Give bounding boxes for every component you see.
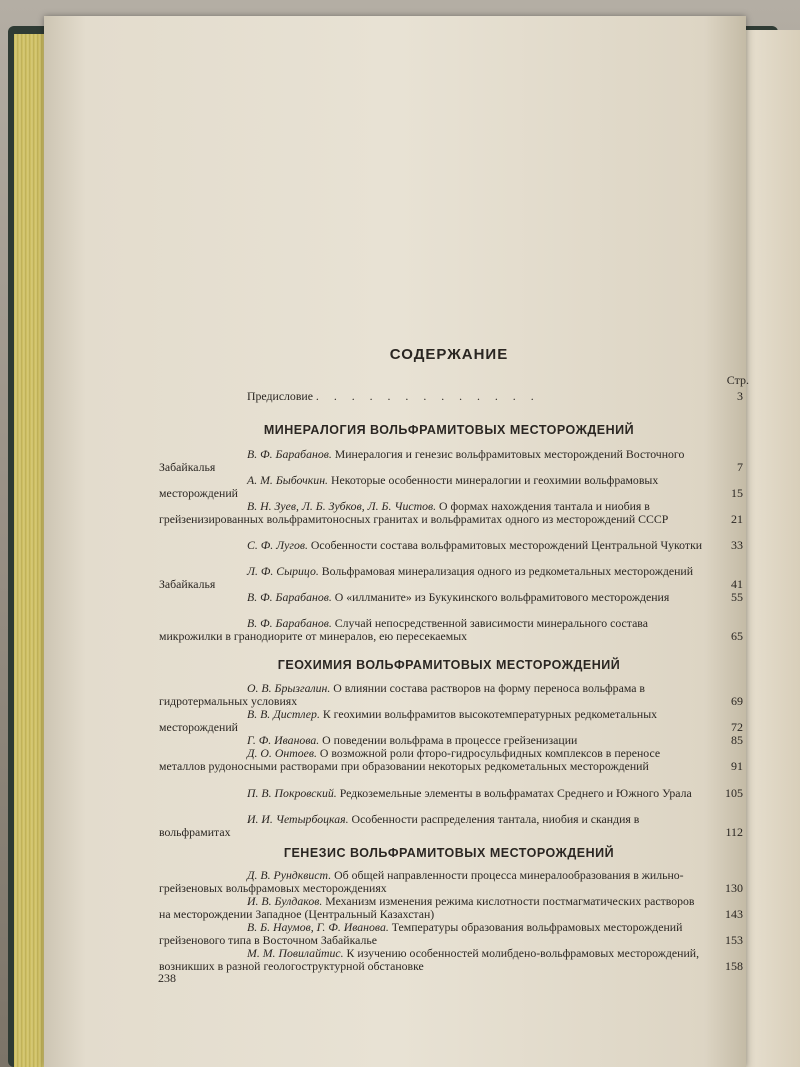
section-heading: ГЕНЕЗИС ВОЛЬФРАМИТОВЫХ МЕСТОРОЖДЕНИЙ	[283, 846, 615, 860]
page-number: 7	[737, 460, 743, 474]
toc-entry	[159, 682, 749, 708]
entry-title: О «иллманите» из Букукинского вольфрамитового месторождения	[334, 590, 670, 604]
page-number: 153	[725, 933, 743, 947]
entry-title: О влиянии состава растворов на форму переноса вольфрама в гидротермальных условиях	[159, 681, 645, 708]
entry-title: О поведении вольфрама в процессе грейзенизации	[322, 733, 578, 747]
entry-title: Случай непосредственной зависимости минерального состава микрожилки в гранодиорите от минералов, ею пересекаемых	[159, 616, 648, 643]
page-number: 41	[731, 577, 743, 591]
toc-entry	[159, 539, 749, 552]
page-number: 85	[731, 733, 743, 747]
entry-author: В. Б. Наумов, Г. Ф. Иванова.	[247, 920, 389, 934]
entry-title: К геохимии вольфрамитов высокотемпературных редкометальных месторождений	[159, 707, 658, 734]
page-number: 130	[725, 881, 743, 895]
toc-entry	[159, 787, 749, 800]
entry-title: Особенности состава вольфрамитовых месторождений Центральной Чукотки	[310, 538, 703, 552]
entry-author: И. И. Четырбоцкая.	[247, 812, 349, 826]
page-number: 69	[731, 694, 743, 708]
toc-entry	[159, 869, 749, 895]
entry-author: В. В. Дистлер.	[247, 707, 320, 721]
entry-title: Некоторые особенности минералогии и геохимии вольфрамовых месторождений	[159, 473, 659, 500]
entry-author: П. В. Покровский.	[247, 786, 337, 800]
toc-entry	[159, 813, 749, 839]
page-number: 143	[725, 907, 743, 921]
entry-author: А. М. Быбочкин.	[247, 473, 328, 487]
entry-author: С. Ф. Лугов.	[247, 538, 308, 552]
page-number: 21	[731, 512, 743, 526]
entry-author: В. Ф. Барабанов.	[247, 590, 332, 604]
folio: 238	[158, 971, 176, 985]
entry-author: О. В. Брызгалин.	[247, 681, 331, 695]
entry-author: Д. В. Рундквист.	[247, 868, 332, 882]
entry-title: Вольфрамовая минерализация одного из редкометальных месторождений Забайкалья	[159, 564, 694, 591]
entry-author: Д. О. Онтоев.	[247, 746, 317, 760]
section-heading: ГЕОХИМИЯ ВОЛЬФРАМИТОВЫХ МЕСТОРОЖДЕНИЙ	[277, 658, 621, 672]
page-number: 158	[725, 959, 743, 973]
entry-title: Редкоземельные элементы в вольфраматах Среднего и Южного Урала	[339, 786, 692, 800]
section-heading: МИНЕРАЛОГИЯ ВОЛЬФРАМИТОВЫХ МЕСТОРОЖДЕНИЙ	[263, 423, 635, 437]
toc-entry	[159, 500, 749, 526]
preface-entry	[159, 390, 749, 403]
entry-author: В. Ф. Барабанов.	[247, 616, 332, 630]
page-number: 112	[725, 825, 743, 839]
entry-author: В. Ф. Барабанов.	[247, 447, 332, 461]
entry-author: В. Н. Зуев, Л. Б. Зубков, Л. Б. Чистов.	[247, 499, 437, 513]
entry-title: О формах нахождения тантала и ниобия в грейзенизированных вольфрамитоносных гранитах и вольфрамитах одного из месторождений СССР	[159, 499, 669, 526]
page-number: 65	[731, 629, 743, 643]
entry-author: Г. Ф. Иванова.	[247, 733, 320, 747]
preface-label: Предисловие	[247, 389, 313, 403]
toc-entry	[159, 565, 749, 591]
page-number: 55	[731, 590, 743, 604]
entry-title: Об общей направленности процесса минералообразования в жильно-грейзеновых вольфрамовых месторождениях	[159, 868, 684, 895]
page-number: 33	[731, 538, 743, 552]
entry-title: Минералогия и генезис вольфрамитовых месторождений Восточного Забайкалья	[159, 447, 685, 474]
entry-title: О возможной роли фторо-гидросульфидных комплексов в переносе металлов рудоносными растворами при образовании некоторых редкометальных месторождений	[159, 746, 661, 773]
entry-title: Температуры образования вольфрамовых месторождений грейзенового типа в Восточном Забайкалье	[159, 920, 683, 947]
entry-author: И. В. Булдаков.	[247, 894, 323, 908]
entry-title: К изучению особенностей молибдено-вольфрамовых месторождений, возникших в разной геологоструктурной обстановке	[159, 946, 700, 973]
page-title: СОДЕРЖАНИЕ	[389, 346, 509, 363]
entry-author: М. М. Повилайтис.	[247, 946, 344, 960]
page-column-label: Стр.	[726, 373, 749, 387]
entry-author: Л. Ф. Сырицо.	[247, 564, 319, 578]
preface-dots: . . . . . . . . . . . . .	[315, 389, 540, 403]
page-number: 91	[731, 759, 743, 773]
toc-entry	[159, 448, 749, 474]
toc-entry	[159, 708, 749, 734]
toc-entry	[159, 591, 749, 604]
page-number: 105	[725, 786, 743, 800]
page-number: 72	[731, 720, 743, 734]
toc-entry	[159, 474, 749, 500]
entry-title: Особенности распределения тантала, ниобия и скандия в вольфрамитах	[159, 812, 640, 839]
toc-entry	[159, 895, 749, 921]
toc-entry	[159, 747, 749, 773]
toc-entry	[159, 617, 749, 643]
toc-entry	[159, 947, 749, 973]
page-number: 15	[731, 486, 743, 500]
entry-title: Механизм изменения режима кислотности постмагматических растворов на месторождении Западное (Центральный Казахстан)	[159, 894, 695, 921]
book-page	[44, 16, 749, 1067]
toc-entry	[159, 921, 749, 947]
page-number: 3	[737, 389, 743, 403]
